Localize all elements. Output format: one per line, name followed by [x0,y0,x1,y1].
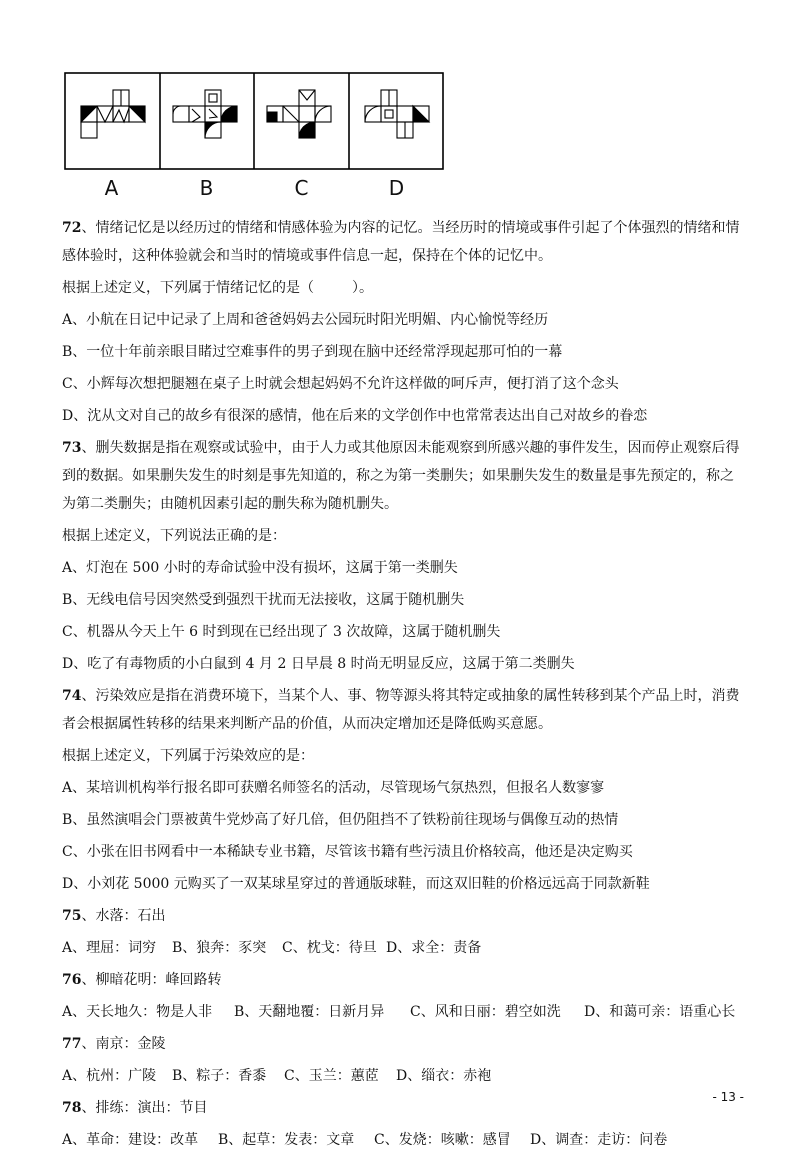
figure-label-b: B [199,176,214,200]
question-stem-line: 、删失数据是指在观察或试验中，由于人力或其他原因未能观察到所感兴趣的事件发生，因而停止观察后得 [81,440,740,456]
question-73 [62,434,742,678]
option-d: D、和蔼可亲：语重心长 [584,1004,736,1020]
option-c: C、枕戈：待旦 [282,940,377,956]
question-number: 75 [62,908,82,924]
option-d: D、小刘花 5000 元购买了一双某球星穿过的普通版球鞋，而这双旧鞋的价格远远高于同款新鞋 [62,876,650,892]
question-stem-line: 感体验时，这种体验就会和当时的情境或事件信息一起，保持在个体的记忆中。 [62,248,552,264]
figure-label-a: A [104,176,119,200]
option-d: D、缁衣：赤袍 [396,1068,492,1084]
question-stem-line: 为第二类删失；由随机因素引起的删失称为随机删失。 [62,496,398,512]
option-c: C、小张在旧书网看中一本稀缺专业书籍，尽管该书籍有些污渍且价格较高，他还是决定购买 [62,844,633,860]
question-stem-line: 到的数据。如果删失发生的时刻是事先知道的，称之为第一类删失；如果删失发生的数量是事先预定的，称之 [62,468,734,484]
option-b: B、粽子：香黍 [172,1068,267,1084]
options-row [62,1062,742,1090]
question-77 [62,1030,742,1090]
option-c: C、风和日丽：碧空如洗 [410,1004,561,1020]
question-stem-line: 、情绪记忆是以经历过的情绪和情感体验为内容的记忆。当经历时的情境或事件引起了个体强烈的情绪和情 [81,220,740,236]
option-a: A、某培训机构举行报名即可获赠名师签名的活动，尽管现场气氛热烈，但报名人数寥寥 [62,780,605,796]
option-a: A、理屈：词穷 [62,940,157,956]
option-d: D、调查：走访：问卷 [530,1132,668,1148]
option-c: C、发烧：咳嗽：感冒 [374,1132,511,1148]
question-number: 73 [62,440,82,456]
option-b: B、起草：发表：文章 [218,1132,355,1148]
question-ask: 根据上述定义，下列说法正确的是： [62,528,286,544]
question-76 [62,966,742,1026]
question-number: 76 [62,972,82,988]
figure-label-d: D [388,176,405,200]
question-number: 72 [62,220,82,236]
option-b: B、无线电信号因突然受到强烈干扰而无法接收，这属于随机删失 [62,592,465,608]
question-stem: 、柳暗花明：峰回路转 [81,972,222,988]
cube-net-d [365,90,429,138]
question-number: 74 [62,688,82,704]
option-b: B、天翻地覆：日新月异 [234,1004,385,1020]
question-number: 78 [62,1100,82,1116]
option-b: B、一位十年前亲眼目睹过空难事件的男子到现在脑中还经常浮现起那可怕的一幕 [62,344,563,360]
question-72 [62,214,742,430]
option-d: D、求全：责备 [386,940,482,956]
option-b: B、虽然演唱会门票被黄牛党炒高了好几倍，但仍阻挡不了铁粉前往现场与偶像互动的热情 [62,812,619,828]
option-c: C、小辉每次想把腿翘在桌子上时就会想起妈妈不允许这样做的呵斥声，便打消了这个念头 [62,376,619,392]
option-a: A、杭州：广陵 [62,1068,157,1084]
option-c: C、机器从今天上午 6 时到现在已经出现了 3 次故障，这属于随机删失 [62,624,501,640]
option-d: D、沈从文对自己的故乡有很深的感情，他在后来的文学创作中也常常表达出自己对故乡的眷恋 [62,408,648,424]
option-d: D、吃了有毒物质的小白鼠到 4 月 2 日早晨 8 时尚无明显反应，这属于第二类删失 [62,656,575,672]
options-row [62,998,742,1026]
question-stem-line: 、污染效应是指在消费环境下，当某个人、事、物等源头将其特定或抽象的属性转移到某个产品上时，消费 [81,688,740,704]
question-74 [62,682,742,898]
question-stem: 、南京：金陵 [81,1036,166,1052]
question-number: 77 [62,1036,82,1052]
question-stem-line: 者会根据属性转移的结果来判断产品的价值，从而决定增加还是降低购买意愿。 [62,716,552,732]
figure-option-labels [64,176,444,200]
question-ask-end: ）。 [352,280,373,296]
question-ask: 根据上述定义，下列属于污染效应的是： [62,748,314,764]
option-a: A、小航在日记中记录了上周和爸爸妈妈去公园玩时阳光明媚、内心愉悦等经历 [62,312,549,328]
options-row [62,934,742,962]
option-a: A、革命：建设：改革 [62,1132,199,1148]
option-c: C、玉兰：蕙茝 [284,1068,379,1084]
figure-label-c: C [294,176,309,200]
question-content [62,214,742,1154]
option-a: A、灯泡在 500 小时的寿命试验中没有损坏，这属于第一类删失 [62,560,458,576]
question-75 [62,902,742,962]
question-stem: 、水落：石出 [81,908,166,924]
options-row [62,1126,742,1154]
question-78 [62,1094,742,1154]
option-b: B、狼奔：豕突 [172,940,267,956]
cube-net-a [81,90,145,138]
question-stem: 、排练：演出：节目 [81,1100,208,1116]
cube-net-figure [64,72,444,170]
cube-net-b [173,90,237,138]
question-ask: 根据上述定义，下列属于情绪记忆的是（ [62,280,314,296]
cube-net-c [267,90,331,138]
page-number: - 13 - [712,1090,744,1104]
option-a: A、天长地久：物是人非 [62,1004,213,1020]
